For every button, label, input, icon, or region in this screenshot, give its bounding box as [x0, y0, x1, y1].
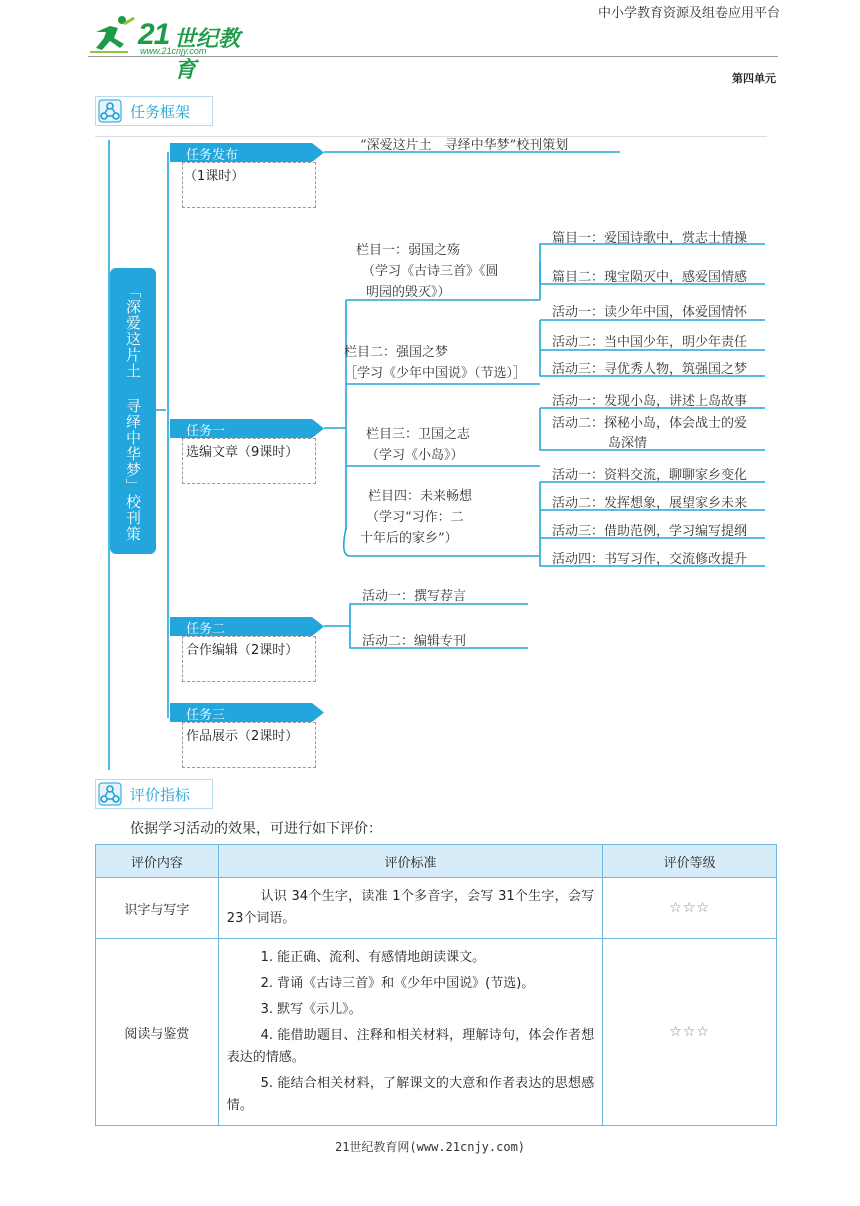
- column4-line: （学习“习作：二: [366, 510, 464, 525]
- logo-number: 21: [138, 18, 170, 51]
- task3-label: 任务三: [186, 708, 226, 723]
- col3-item-2-cont: 岛深情: [608, 436, 648, 451]
- network-icon: [98, 782, 122, 806]
- row-standard: [218, 939, 602, 1126]
- logo-text: 世纪教育: [174, 27, 241, 83]
- table-header: 评价等级: [603, 845, 777, 878]
- col2-item-1: 活动一：读少年中国，体爱国情怀: [552, 305, 748, 320]
- task-release-label: 任务发布: [186, 148, 239, 163]
- row-content: 识字与写字: [96, 878, 219, 939]
- col2-item-2: 活动二：当中国少年，明少年责任: [552, 335, 748, 350]
- evaluation-table: [95, 844, 777, 1126]
- column4-title: 栏目四：未来畅想: [368, 489, 473, 504]
- section-title: 任务框架: [130, 103, 191, 121]
- logo-url: www.21cnjy.com: [140, 46, 207, 56]
- column1-line: 明园的毁灭》）: [366, 285, 451, 300]
- row-content: 阅读与鉴赏: [96, 939, 219, 1126]
- col1-item-2: 篇目二：瑰宝陨灭中，感爱国情感: [552, 270, 748, 285]
- col4-item-1: 活动一：资料交流，聊聊家乡变化: [552, 468, 748, 483]
- table-header-row: [96, 845, 777, 878]
- task1-sub: 选编文章（9课时）: [186, 445, 299, 460]
- task3-node: [170, 703, 324, 722]
- table-header: 评价内容: [96, 845, 219, 878]
- section-title-evaluation: [95, 779, 213, 809]
- task1-label: 任务一: [186, 424, 226, 439]
- column3-text: [366, 424, 536, 466]
- task-release-leaf: “深爱这片土 寻绎中华梦”校刊策划: [360, 138, 569, 153]
- row-level: [603, 878, 777, 939]
- page-footer: 21世纪教育网(www.21cnjy.com): [334, 1140, 526, 1154]
- task2-item-1: 活动一：撰写荐言: [362, 589, 467, 604]
- task2-node: [170, 617, 324, 636]
- column2-line: ［学习《少年中国说》（节选）］: [344, 366, 527, 381]
- table-row: [96, 939, 777, 1126]
- standard-item: 2. 背诵《古诗三首》和《少年中国说》(节选)。: [260, 976, 535, 991]
- standard-text: 认识 34个生字，读准 1个多音字，会写 31个生字，会写 23个词语。: [226, 889, 595, 926]
- column1-text: [356, 240, 536, 303]
- star-rating: ☆☆☆: [669, 900, 710, 916]
- star-rating: ☆☆☆: [669, 1024, 710, 1040]
- task2-sub: 合作编辑（2课时）: [186, 643, 299, 658]
- standard-item: 4. 能借助题目、注释和相关材料，理解诗句，体会作者想表达的情感。: [226, 1028, 595, 1065]
- task-release-sub: （1课时）: [184, 169, 245, 184]
- platform-title: 中小学教育资源及组卷应用平台: [597, 6, 780, 21]
- col4-item-2: 活动二：发挥想象，展望家乡未来: [552, 496, 748, 511]
- column2-title: 栏目二：强国之梦: [344, 345, 449, 360]
- col4-item-4: 活动四：书写习作，交流修改提升: [552, 552, 748, 567]
- standard-item: 3. 默写《示儿》。: [260, 1002, 362, 1017]
- table-header: 评价标准: [218, 845, 602, 878]
- root-label: 「深爱这片土 寻绎中华梦」校刊策划: [78, 282, 142, 542]
- col4-item-3: 活动三：借助范例，学习编写提纲: [552, 524, 748, 539]
- standard-item: 1. 能正确、流利、有感情地朗读课文。: [260, 950, 486, 965]
- column4-text: [360, 486, 540, 549]
- task2-label: 任务二: [186, 622, 226, 637]
- task2-item-2: 活动二：编辑专刊: [362, 634, 467, 649]
- column1-title: 栏目一：弱国之殇: [356, 243, 461, 258]
- col3-item-1: 活动一：发现小岛，讲述上岛故事: [552, 394, 748, 409]
- section-title: 评价指标: [130, 786, 191, 804]
- column1-line: （学习《古诗三首》《圆: [362, 264, 499, 279]
- table-row: [96, 878, 777, 939]
- unit-label: 第四单元: [732, 72, 776, 85]
- task-release-node: [170, 143, 324, 162]
- row-level: [603, 939, 777, 1126]
- column3-line: （学习《小岛》）: [366, 448, 464, 463]
- column2-text: [344, 342, 540, 384]
- col2-item-3: 活动三：寻优秀人物，筑强国之梦: [552, 362, 748, 377]
- task1-node: [170, 419, 324, 438]
- col1-item-1: 篇目一：爱国诗歌中，赏志士情操: [552, 231, 748, 246]
- col3-item-2: 活动二：探秘小岛，体会战士的爱: [552, 416, 748, 431]
- evaluation-intro: 依据学习活动的效果，可进行如下评价：: [130, 821, 382, 837]
- row-standard: [218, 878, 602, 939]
- column3-title: 栏目三：卫国之志: [366, 427, 471, 442]
- task3-sub: 作品展示（2课时）: [186, 729, 299, 744]
- standard-item: 5. 能结合相关材料，了解课文的大意和作者表达的思想感情。: [226, 1076, 595, 1113]
- column4-line: 十年后的家乡”）: [360, 531, 458, 546]
